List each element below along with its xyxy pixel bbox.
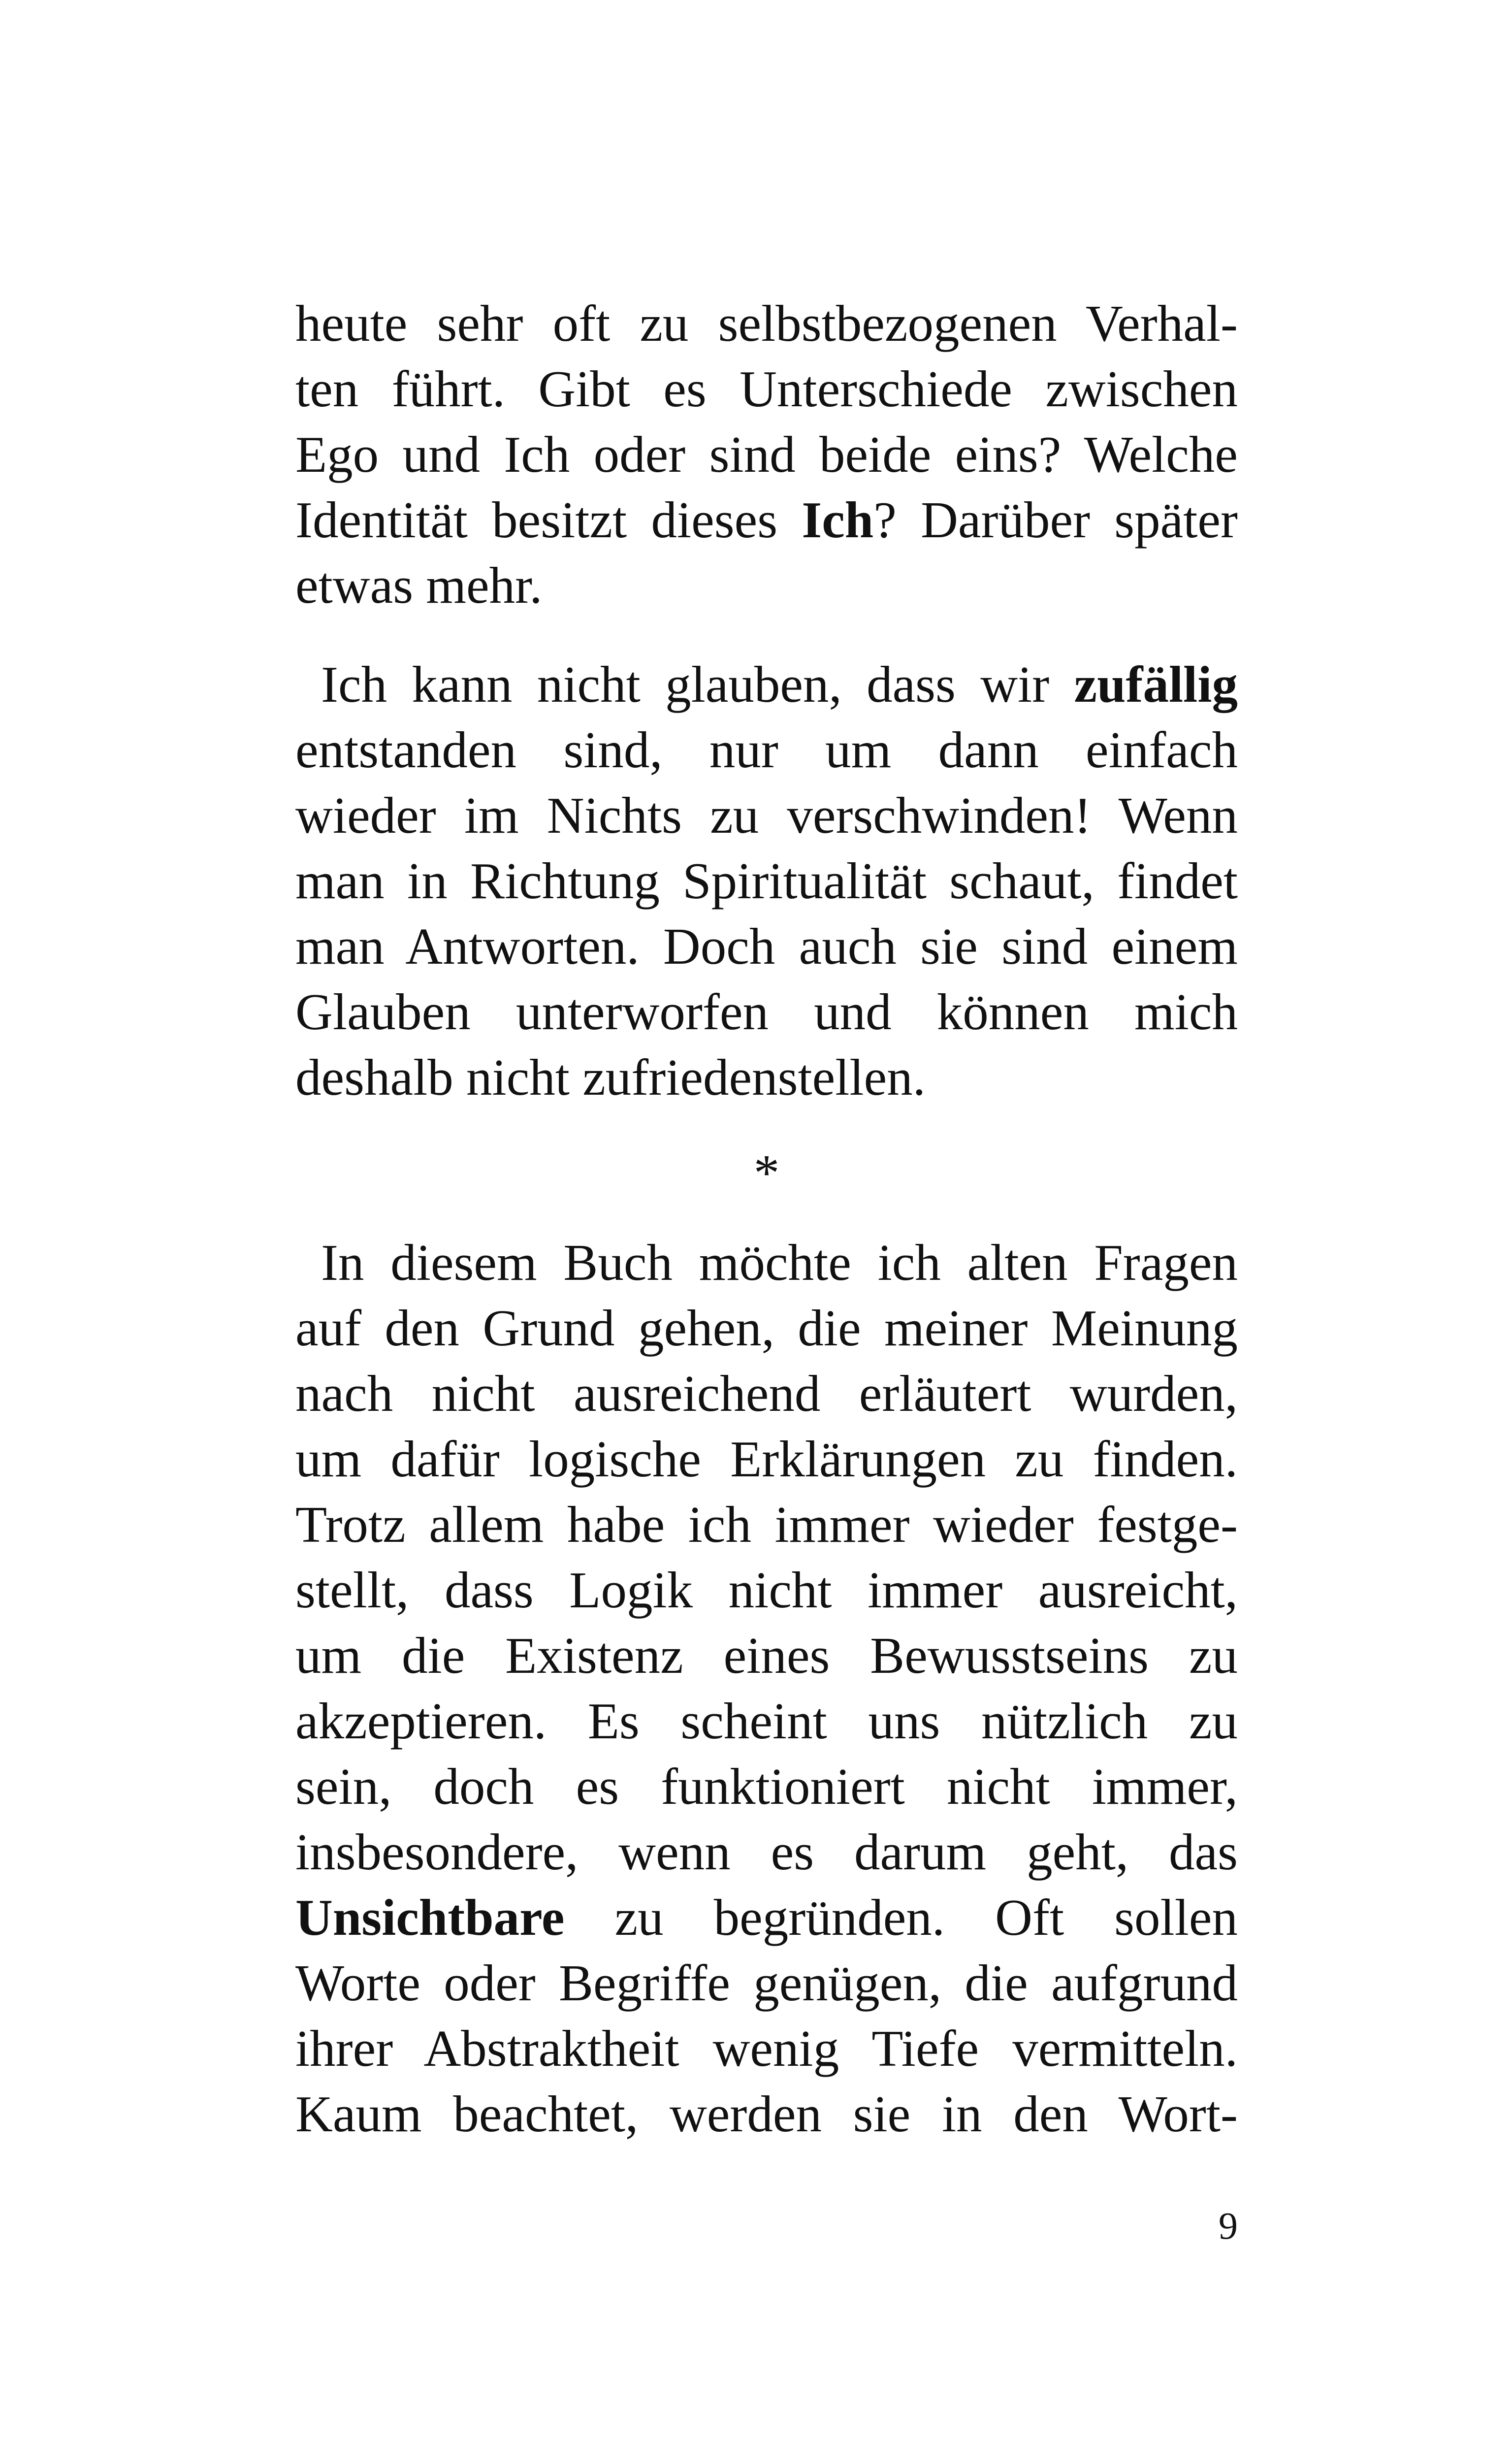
text-segment: auf den Grund gehen, die meiner Meinung: [295, 1299, 1238, 1357]
text-line: [295, 2016, 1238, 2081]
paragraph-3: [295, 1230, 1238, 2147]
text-segment: heute sehr oft zu selbstbezogenen Verhal-: [295, 294, 1238, 352]
text-line: [295, 1754, 1238, 1819]
text-line: [295, 651, 1238, 717]
text-line: [295, 487, 1238, 553]
text-line: [295, 913, 1238, 979]
text-line: [295, 848, 1238, 913]
text-line: [295, 1492, 1238, 1557]
text-line: [295, 1950, 1238, 2016]
text-line: [295, 1885, 1238, 1950]
text-segment: Kaum beachtet, werden sie in den Wort-: [295, 2085, 1238, 2143]
text-line: [295, 2081, 1238, 2147]
text-line: [295, 356, 1238, 422]
text-segment: Trotz allem habe ich immer wieder festge-: [295, 1496, 1238, 1553]
text-line: [295, 979, 1238, 1044]
emphasized-term: zufällig: [1074, 655, 1238, 713]
text-segment: wieder im Nichts zu verschwinden! Wenn: [295, 786, 1238, 844]
text-line: [295, 1623, 1238, 1688]
text-line: [295, 782, 1238, 848]
text-segment: man Antworten. Doch auch sie sind einem: [295, 917, 1238, 975]
paragraph-1: [295, 291, 1238, 618]
text-segment: Identität besitzt dieses: [295, 491, 802, 549]
text-segment: nach nicht ausreichend erläutert wurden,: [295, 1365, 1238, 1422]
text-line: [295, 1688, 1238, 1754]
text-line: [295, 1557, 1238, 1623]
text-segment: akzeptieren. Es scheint uns nützlich zu: [295, 1692, 1238, 1750]
emphasized-term: Unsichtbare: [295, 1889, 565, 1946]
text-line: [295, 1819, 1238, 1885]
text-line: [295, 291, 1238, 356]
text-line: [295, 1426, 1238, 1492]
text-line: [295, 1361, 1238, 1426]
text-segment: ? Darüber später: [873, 491, 1238, 549]
section-separator: *: [753, 1144, 780, 1202]
text-line: [295, 717, 1238, 782]
text-segment: entstanden sind, nur um dann einfach: [295, 721, 1238, 779]
text-segment: In diesem Buch möchte ich alten Fragen: [321, 1234, 1238, 1291]
page-number: 9: [1219, 2204, 1238, 2247]
text-segment: etwas mehr.: [295, 556, 543, 614]
text-line: [295, 553, 1238, 618]
text-segment: Worte oder Begriffe genügen, die aufgrund: [295, 1954, 1238, 2012]
text-segment: sein, doch es funktioniert nicht immer,: [295, 1758, 1238, 1815]
text-segment: Ego und Ich oder sind beide eins? Welche: [295, 425, 1238, 483]
text-segment: stellt, dass Logik nicht immer ausreicht,: [295, 1561, 1238, 1619]
text-segment: Glauben unterworfen und können mich: [295, 983, 1238, 1041]
text-segment: um die Existenz eines Bewusstseins zu: [295, 1627, 1238, 1684]
text-segment: Ich kann nicht glauben, dass wir: [321, 655, 1074, 713]
text-segment: um dafür logische Erklärungen zu finden.: [295, 1430, 1238, 1488]
text-line: [295, 422, 1238, 487]
text-segment: ten führt. Gibt es Unterschiede zwischen: [295, 360, 1238, 418]
text-line: [295, 1295, 1238, 1361]
text-segment: man in Richtung Spiritualität schaut, findet: [295, 852, 1238, 910]
text-line: [295, 1230, 1238, 1295]
text-line: [295, 1044, 1238, 1110]
emphasized-term: Ich: [802, 491, 874, 549]
paragraph-2: [295, 651, 1238, 1110]
text-segment: ihrer Abstraktheit wenig Tiefe vermitteln.: [295, 2020, 1238, 2077]
text-segment: insbesondere, wenn es darum geht, das: [295, 1823, 1238, 1881]
text-segment: zu begründen. Oft sollen: [564, 1889, 1238, 1946]
text-segment: deshalb nicht zufriedenstellen.: [295, 1048, 926, 1106]
